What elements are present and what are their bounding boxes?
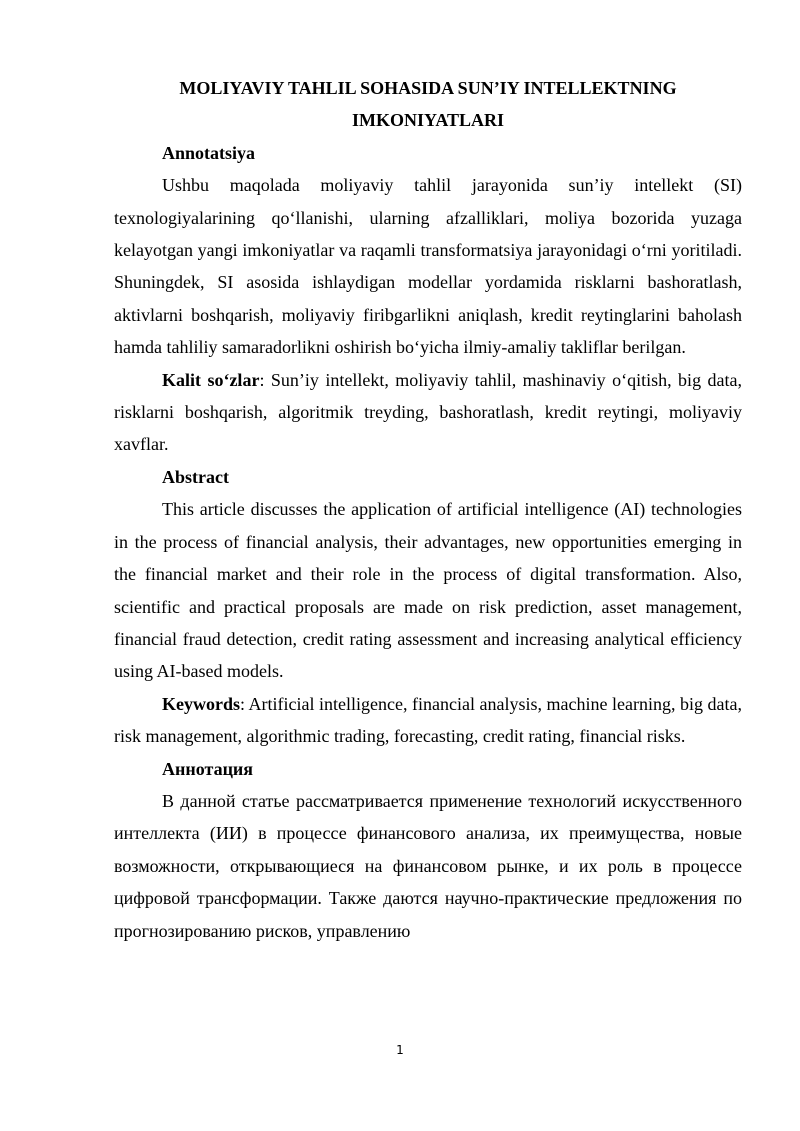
annotatsiya-heading: Annotatsiya <box>162 142 256 163</box>
page-number: 1 <box>396 1043 404 1057</box>
abstract-keywords-text: : Artificial intelligence, financial analysis, machine learning, big data, risk management, algorithmic trading, forecasting, credit rating, financial risks. <box>114 693 742 747</box>
article-title <box>114 72 742 137</box>
abstract-text: This article discusses the application of artificial intelligence (AI) technologies in the process of financial analysis, their advantages, new opportunities emerging in the financial market and their role in the process of digital transformation. Also, scientific and practical proposals are made on risk prediction, asset management, financial fraud detection, credit rating assessment and increasing analytical efficiency using AI-based models. <box>114 499 742 682</box>
title-line-2: IMKONIYATLARI <box>351 110 505 131</box>
annotatsiya-text: Ushbu maqolada moliyaviy tahlil jarayonida sun’iy intellekt (SI) texnologiyalarining qo‘llanishi, ularning afzalliklari, moliya bozorida yuzaga kelayotgan yangi imkoniyatlar va raqamli transformatsiya jarayonidagi o‘rni yoritiladi. Shuningdek, SI asosida ishlaydigan modellar yordamida risklarni bashoratlash, aktivlarni boshqarish, moliyaviy firibgarlikni aniqlash, kredit reytinglarini baholash hamda tahliliy samaradorlikni oshirish bo‘yicha ilmiy-amaliy takliflar berilgan. <box>114 175 742 358</box>
abstract-keywords-label: Keywords <box>162 693 240 714</box>
abstract-heading: Abstract <box>162 466 229 487</box>
title-line-1: MOLIYAVIY TAHLIL SOHASIDA SUN’IY INTELLEKTNING <box>179 78 677 98</box>
page-content <box>114 72 742 947</box>
annotatsiya-keywords <box>114 364 742 461</box>
annotatsiya-keywords-label: Kalit so‘zlar <box>162 369 260 390</box>
annotatsiya-ru-text: В данной статье рассматривается применение технологий искусственного интеллекта (ИИ) в процессе финансового анализа, их преимущества, новые возможности, открывающиеся на финансовом рынке, и их роль в процессе цифровой трансформации. Также даются научно-практические предложения по прогнозированию рисков, управлению <box>114 790 742 941</box>
annotatsiya-keywords-text: : Sun’iy intellekt, moliyaviy tahlil, mashinaviy o‘qitish, big data, risklarni boshqarish, algoritmik treyding, bashoratlash, kredit reytingi, moliyaviy xavflar. <box>114 369 742 455</box>
annotatsiya-ru-heading: Аннотация <box>162 758 254 779</box>
abstract-keywords <box>114 688 742 753</box>
